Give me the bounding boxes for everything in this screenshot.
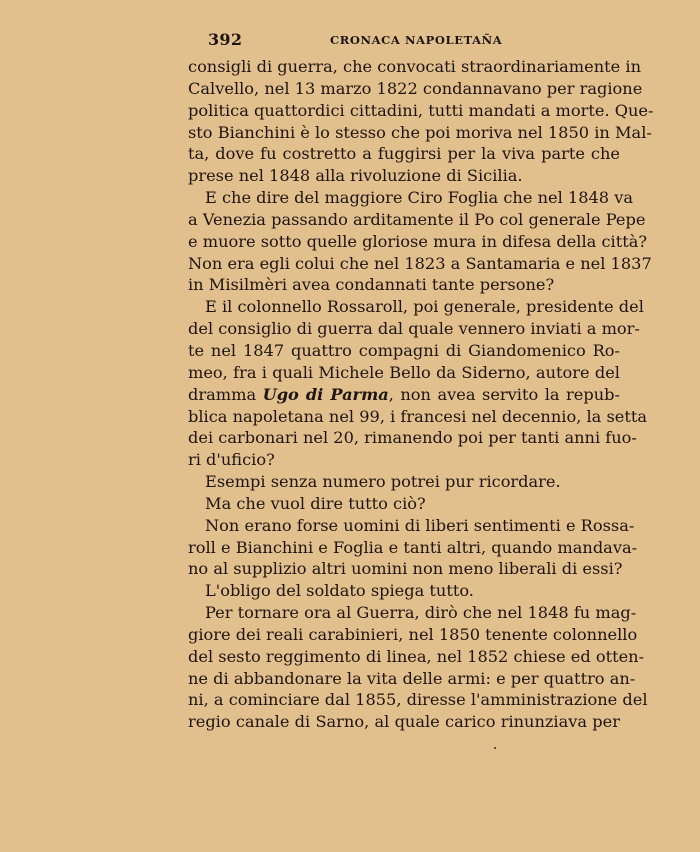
text-line: regio canale di Sarno, al quale carico rinunziava per — [188, 712, 620, 732]
text-line: giore dei reali carabinieri, nel 1850 tenente colonnello — [188, 624, 638, 644]
text-line: ni, a cominciare dal 1855, diresse l'amministrazione del — [188, 690, 648, 710]
text-line: no al supplizio altri uomini non meno liberali di essi? — [188, 559, 623, 579]
text-line: blica napoletana nel 99, i francesi nel decennio, la setta — [188, 406, 648, 426]
text-line: a Venezia passando arditamente il Po col generale Pepe — [188, 209, 646, 229]
text-line: Esempi senza numero potrei pur ricordare. — [205, 472, 561, 492]
text-line: E che dire del maggiore Ciro Foglia che nel 1848 va — [205, 188, 634, 208]
text-line: Ma che vuol dire tutto ciò? — [205, 493, 426, 513]
text-line: prese nel 1848 alla rivoluzione di Sicilia. — [188, 166, 523, 186]
text-line: L'obligo del soldato spiega tutto. — [205, 581, 474, 601]
text-line: sto Bianchini è lo stesso che poi moriva nel 1850 in Mal- — [188, 122, 652, 142]
text-line: e muore sotto quelle gloriose mura in difesa della città? — [188, 231, 648, 251]
text-segment: dramma — [188, 384, 263, 404]
text-line: del sesto reggimento di linea, nel 1852 chiese ed otten- — [188, 646, 645, 666]
text-line: te nel 1847 quattro compagni di Giandomenico Ro- — [188, 340, 620, 360]
running-head: CRONACA NAPOLETAÑA — [330, 33, 503, 47]
page-number: 392 — [208, 30, 243, 49]
text-line: E il colonnello Rossaroll, poi generale, presidente del — [205, 297, 644, 317]
text-line: meo, fra i quali Michele Bello da Siderno, autore del — [188, 362, 620, 382]
text-line: Per tornare ora al Guerra, dirò che nel 1848 fu mag- — [205, 603, 637, 623]
text-segment: , non avea servito la repub- — [388, 384, 620, 404]
italic-title: Ugo di Parma — [262, 384, 389, 404]
text-line: Non erano forse uomini di liberi sentimenti e Rossa- — [205, 515, 635, 535]
text-line: ta, dove fu costretto a fuggirsi per la viva parte che — [188, 144, 620, 164]
text-line: ri d'uficio? — [188, 450, 275, 470]
text-line: del consiglio di guerra dal quale vennero inviati a mor- — [188, 319, 640, 339]
text-line: ne di abbandonare la vita delle armi: e per quattro an- — [188, 668, 636, 688]
text-line: politica quattordici cittadini, tutti mandati a morte. Que- — [188, 100, 654, 120]
text-line: Non era egli colui che nel 1823 a Santamaria e nel 1837 — [188, 253, 652, 273]
text-line: consigli di guerra, che convocati straordinariamente in — [188, 57, 641, 76]
stray-ink-dot — [494, 747, 496, 749]
text-line: in Misilmèri avea condannati tante persone? — [188, 275, 555, 295]
text-line — [188, 384, 620, 406]
text-line: Calvello, nel 13 marzo 1822 condannavano per ragione — [188, 78, 643, 98]
text-block — [188, 56, 654, 733]
text-line: roll e Bianchini e Foglia e tanti altri, quando mandava- — [188, 537, 638, 557]
text-line: dei carbonari nel 20, rimanendo poi per tanti anni fuo- — [188, 428, 637, 448]
